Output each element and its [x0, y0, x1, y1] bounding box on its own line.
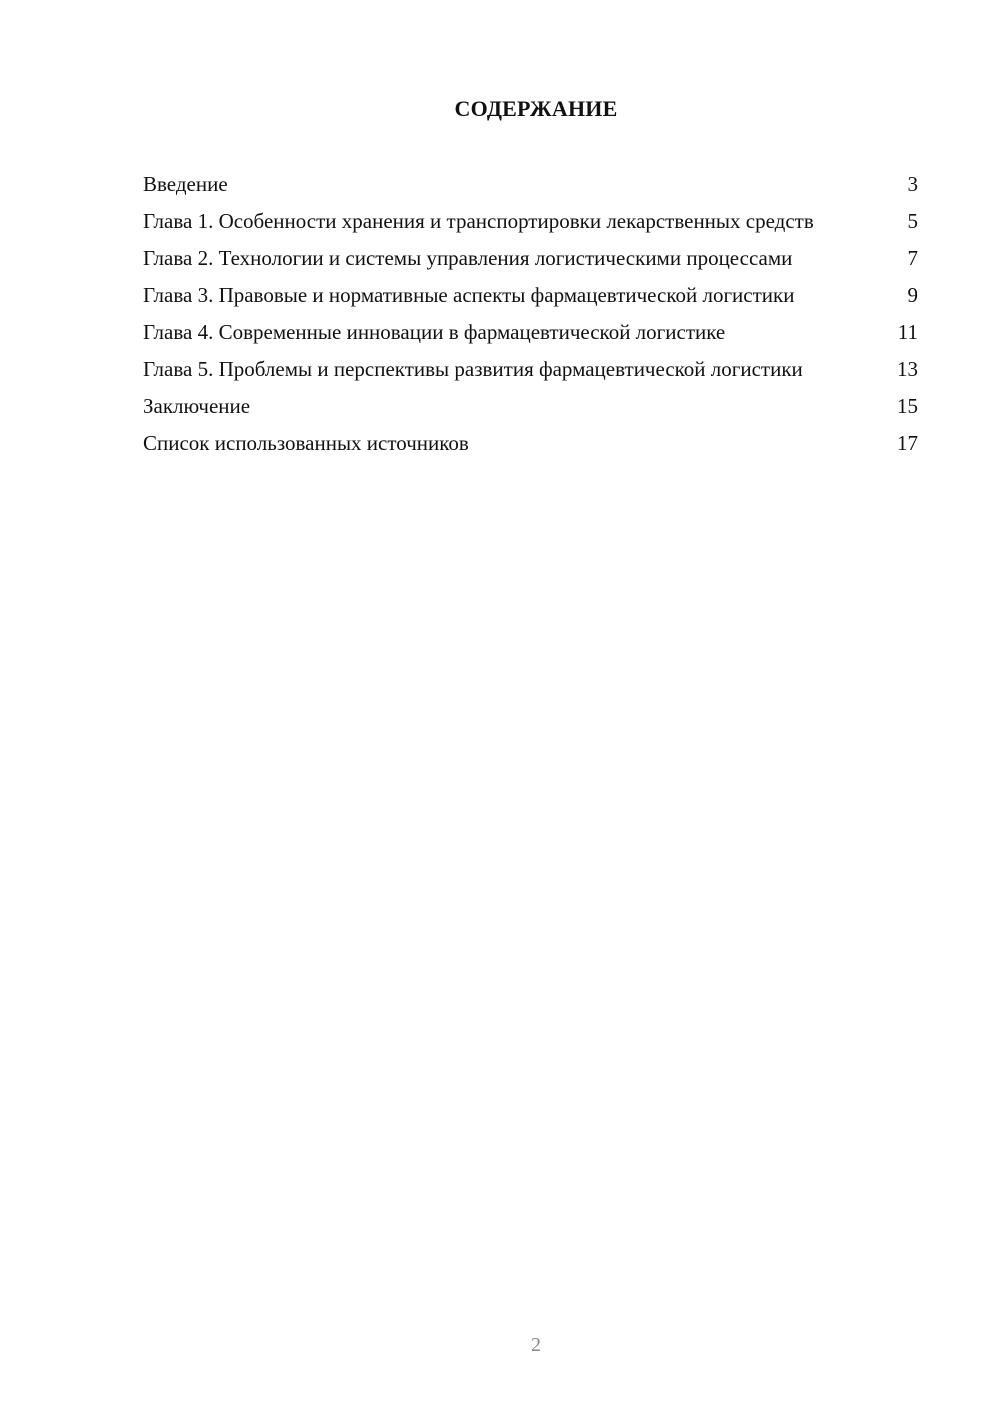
- toc-entry-page: 5: [907, 209, 918, 233]
- toc-entry-chapter-1: [143, 208, 918, 235]
- toc-entry-references: [143, 430, 918, 457]
- toc-entry-page: 11: [897, 320, 918, 344]
- toc-entry-text: Глава 5. Проблемы и перспективы развития фармацевтической логистики: [143, 357, 803, 381]
- page-number: 2: [531, 1334, 541, 1356]
- toc-entry-chapter-3: [143, 282, 918, 309]
- toc-entry-text: Глава 3. Правовые и нормативные аспекты фармацевтической логистики: [143, 283, 795, 307]
- page-title: СОДЕРЖАНИЕ: [454, 96, 618, 121]
- toc-entry-page: 13: [897, 357, 918, 381]
- toc-entry-text: Глава 4. Современные инновации в фармацевтической логистике: [143, 320, 726, 344]
- toc-entry-text: Глава 2. Технологии и системы управления логистическими процессами: [143, 246, 793, 270]
- toc-entry-text: Заключение: [143, 394, 251, 418]
- toc-entry-text: Введение: [143, 172, 228, 196]
- toc-entry-chapter-5: [143, 356, 918, 383]
- toc-entry-page: 17: [897, 431, 918, 455]
- toc-entry-page: 9: [907, 283, 918, 307]
- toc-entry-text: Список использованных источников: [143, 431, 469, 455]
- toc-entry-chapter-2: [143, 245, 918, 272]
- table-of-contents: [143, 171, 918, 467]
- toc-entry-page: 7: [907, 246, 918, 270]
- toc-entry-text: Глава 1. Особенности хранения и транспортировки лекарственных средств: [143, 209, 814, 233]
- toc-entry-chapter-4: [143, 319, 918, 346]
- toc-entry-conclusion: [143, 393, 918, 420]
- toc-entry-page: 3: [907, 172, 918, 196]
- toc-entry-introduction: [143, 171, 918, 198]
- toc-entry-page: 15: [897, 394, 918, 418]
